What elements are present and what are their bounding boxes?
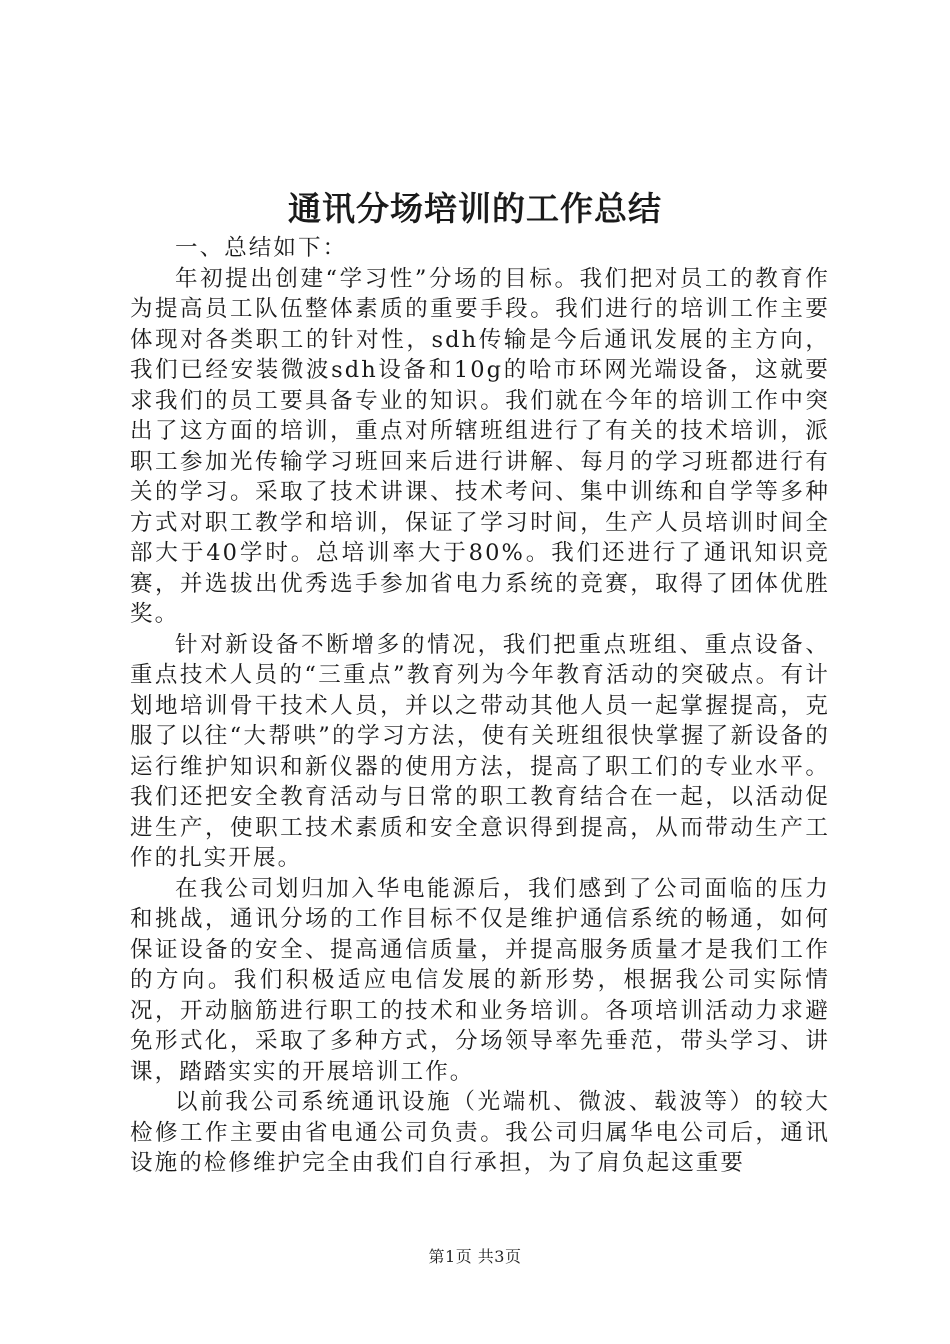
paragraph: 以前我公司系统通讯设施（光端机、微波、载波等）的较大检修工作主要由省电通公司负责。我公司归属华电公司后，通讯设施的检修维护完全由我们自行承担，为了肩负起这重要 bbox=[130, 1089, 830, 1176]
page-footer: 第1页 共3页 bbox=[428, 1247, 522, 1266]
document-title: 通讯分场培训的工作总结 bbox=[288, 189, 662, 228]
document-body bbox=[130, 233, 830, 1179]
paragraph: 年初提出创建“学习性”分场的目标。我们把对员工的教育作为提高员工队伍整体素质的重要手段。我们进行的培训工作主要体现对各类职工的针对性，sdh传输是今后通讯发展的主方向，我们已经安装微波sdh设备和10g的哈市环网光端设备，这就要求我们的员工要具备专业的知识。我们就在今年的培训工作中突出了这方面的培训，重点对所辖班组进行了有关的技术培训，派职工参加光传输学习班回来后进行讲解、每月的学习班都进行有关的学习。采取了技术讲课、技术考问、集中训练和自学等多种方式对职工教学和培训，保证了学习时间，生产人员培训时间全部大于40学时。总培训率大于80%。我们还进行了通讯知识竞赛，并选拔出优秀选手参加省电力系统的竞赛，取得了团体优胜奖。 bbox=[130, 265, 830, 627]
paragraph: 针对新设备不断增多的情况，我们把重点班组、重点设备、重点技术人员的“三重点”教育列为今年教育活动的突破点。有计划地培训骨干技术人员，并以之带动其他人员一起掌握提高，克服了以往“大帮哄”的学习方法，使有关班组很快掌握了新设备的运行维护知识和新仪器的使用方法，提高了职工们的专业水平。我们还把安全教育活动与日常的职工教育结合在一起，以活动促进生产，使职工技术素质和安全意识得到提高，从而带动生产工作的扎实开展。 bbox=[130, 631, 830, 871]
paragraph: 在我公司划归加入华电能源后，我们感到了公司面临的压力和挑战，通讯分场的工作目标不仅是维护通信系统的畅通，如何保证设备的安全、提高通信质量，并提高服务质量才是我们工作的方向。我们积极适应电信发展的新形势，根据我公司实际情况，开动脑筋进行职工的技术和业务培训。各项培训活动力求避免形式化，采取了多种方式，分场领导率先垂范，带头学习、讲课，踏踏实实的开展培训工作。 bbox=[130, 875, 830, 1085]
section-heading: 一、总结如下： bbox=[175, 235, 348, 261]
